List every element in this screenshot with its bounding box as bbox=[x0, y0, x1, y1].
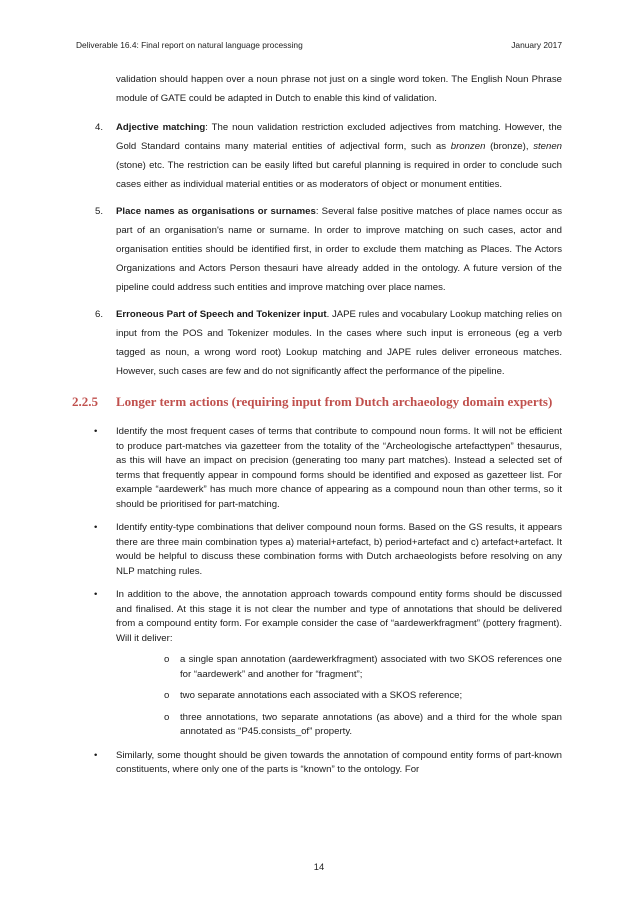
page-body bbox=[72, 70, 563, 787]
item-title: Erroneous Part of Speech and Tokenizer input bbox=[116, 309, 327, 320]
section-heading bbox=[72, 389, 558, 415]
bullet-item bbox=[76, 425, 562, 512]
bullet-icon: • bbox=[94, 749, 98, 761]
bullet-text: Identify entity-type combinations that deliver compound noun forms. Based on the GS results, it appears there are three main combination types a) material+artefact, b) period+artefact and c) artefact+artefact. It would be helpful to discuss these combination forms with Dutch archaeologists before resolving on any NLP matching rules. bbox=[116, 522, 562, 577]
item-text: : The noun validation restriction excluded adjectives from matching. However, the Gold Standard contains many material entities of adjectival form, such as bbox=[116, 122, 563, 152]
bullet-icon: • bbox=[94, 522, 98, 533]
bullet-list bbox=[76, 425, 562, 778]
header-date: January 2017 bbox=[511, 40, 562, 50]
bullet-text: Identify the most frequent cases of terms that contribute to compound noun forms. It will not be efficient to produce part-matches via gazetteer from the totality of the “Archeologische artefacttypen” thesaurus, as this will have an impact on precision (generating too many part matches). Instead a selected set of terms that frequently appear in compound forms should be identified and exposed as gazetteer list. For example “aardewerk” has much more chance of appearing as a compound noun than other terms, so it should be prioritised for part-matching. bbox=[116, 426, 562, 510]
section-number: 2.2.5 bbox=[72, 394, 98, 409]
sub-item-text: a single span annotation (aardewerkfragment) associated with two SKOS references one for “aardewerk” and another for “fragment”; bbox=[180, 654, 562, 680]
bullet-item bbox=[76, 521, 562, 579]
item-number: 4. bbox=[95, 122, 104, 133]
item-text: . JAPE rules and vocabulary Lookup matching relies on input from the POS and Tokenizer modules. In the cases where such input is erroneous (eg a verb tagged as noun, a wrong word root) Lookup matching and JAPE rules deliver erroneous matches. However, such cases are few and do not significantly affect the performance of the pipeline. bbox=[116, 309, 562, 377]
sub-list bbox=[116, 653, 562, 740]
bullet-icon: • bbox=[94, 426, 98, 437]
bullet-item bbox=[76, 749, 562, 778]
numbered-item bbox=[76, 118, 562, 194]
page-header bbox=[76, 40, 562, 54]
numbered-item bbox=[76, 305, 562, 381]
item-emphasis: stenen bbox=[533, 141, 562, 152]
page-number: 14 bbox=[313, 861, 325, 872]
sub-item bbox=[116, 689, 562, 704]
bullet-text: Similarly, some thought should be given towards the annotation of compound entity forms of part-known constituents, where only one of the parts is “known” to the ontology. For bbox=[116, 749, 562, 775]
item-title: Place names as organisations or surnames bbox=[116, 206, 316, 217]
sub-item-text: two separate annotations each associated with a SKOS reference; bbox=[180, 690, 463, 701]
item-number: 6. bbox=[95, 309, 104, 320]
bullet-icon: • bbox=[94, 589, 98, 600]
bullet-item bbox=[76, 588, 562, 740]
sub-item bbox=[116, 711, 562, 740]
sub-bullet-icon: o bbox=[164, 654, 170, 665]
item-text: (stone) etc. The restriction can be easily lifted but careful planning is required in order to conclude such cases either as individual material entities or as moderators of object or monument entities. bbox=[116, 160, 562, 190]
continued-paragraph: validation should happen over a noun phrase not just on a single word token. The English Noun Phrase module of GATE could be adapted in Dutch to enable this kind of validation. bbox=[116, 74, 562, 104]
item-text: (bronze), bbox=[485, 141, 534, 152]
item-emphasis: bronzen bbox=[450, 141, 486, 152]
item-title: Adjective matching bbox=[116, 122, 206, 133]
section-title: Longer term actions (requiring input from Dutch archaeology domain experts) bbox=[116, 394, 553, 409]
item-number: 5. bbox=[95, 206, 104, 217]
sub-bullet-icon: o bbox=[164, 711, 170, 723]
bullet-text: In addition to the above, the annotation approach towards compound entity forms should be discussed and finalised. At this stage it is not clear the number and type of annotations that should be delivered from a compound entity form. For example consider the case of “aardewerkfragment” (pottery fragment). Will it deliver: bbox=[116, 589, 562, 644]
header-title: Deliverable 16.4: Final report on natural language processing bbox=[76, 40, 303, 50]
sub-item-text: three annotations, two separate annotations (as above) and a third for the whole span annotated as “P45.consists_of” property. bbox=[180, 711, 562, 737]
sub-item bbox=[116, 653, 562, 682]
numbered-list bbox=[76, 118, 562, 381]
sub-bullet-icon: o bbox=[164, 690, 170, 701]
numbered-item bbox=[76, 202, 562, 297]
item-text: : Several false positive matches of place names occur as part of an organisation's name or surname. In order to improve matching on such cases, actor and organisation entities should be identified first, in order to exclude them matching as Places. The Actors Organizations and Actors Person thesauri have already added in the ontology. A future version of the pipeline could address such entities and improve matching over place names. bbox=[116, 206, 562, 293]
